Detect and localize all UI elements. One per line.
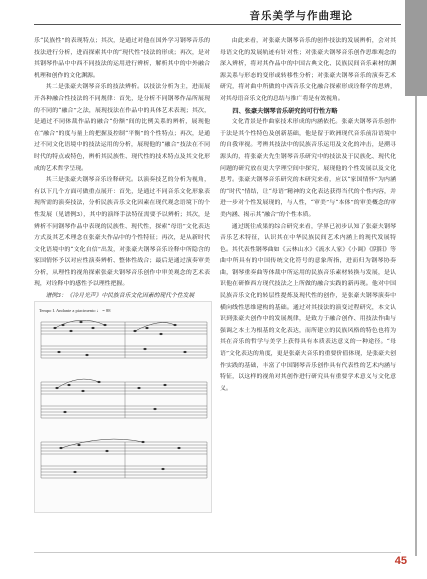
right-paragraph-2: 通过既往成果的综合研究来看，学界已初步认知了张豪夫钢琴音乐艺术特征，认识其在中华民族民间艺术内涵上的现代发展特色。其代表性钢琴曲如《云林山水》《流水人家》《小调》《阴阳》等曲中所具有的中国传统文化符号的意象所指，进而归为钢琴协奏曲，钢琴重奏曲等体裁中所运用的民族音乐素材转换与发展，是认识他在研修西方现代技法之上所做的融合实践的新再现。他对中国民族音乐文化的转层性提炼及现代性的创作，是张豪夫钢琴演奏中横向线性思维建构的基础。通过对其技法的演变过程研究，本文认识到张豪夫创作中的发展规律，是致力于融合创作、用技法作曲与强调之本土为根基的文化表达，而所建立的民族风格的特色也将为其在音乐的哲学与美学上获得具有本质表达意义的一种途径。“母语”文化表达的角度，更是张豪夫音乐的重要价值体现，是张豪夫创作实践的基础，丰富了中国钢琴音乐创作具有代表性的艺术内涵与特征，以这样的视角对其创作进行研究具有重要学术意义与文化意义。 (220, 223, 396, 392)
music-score-figure (34, 301, 212, 513)
left-paragraph-3: 其三是张豪夫钢琴音乐诠释研究。以演奏技艺的分析为视角，有以下几个方面可做重点展开：首先，是通过不同音乐文化形象表现所需的演奏技法，分析民族音乐文化因素在现代观念语境下的个性发展（见谱例3），其中的演绎手法特征需要予以辨析；其次，是辨析不同钢琴作品中表现的民族性、现代性，探索“母语”文化表达方式及其艺术理念在张豪夫作品中的个性特征；再次，是从新时代文化语境中的“文化自信”出发，对张豪夫钢琴音乐诠释中所隐含的家国情怀予以对应性演奏辨析、整体性战合；最后是通过演奏审美分析，从理性的视角探索张豪夫钢琴音乐创作中审美观念的艺术表现，对诠释中的感性予以理性把握。 (34, 177, 210, 288)
right-intro-paragraph: 由此来看，对张豪夫钢琴音乐的创作技法的发展辨析，会对其母语文化的发展轨迹有针对性；对张豪夫钢琴音乐创作思维观念的深入辨析，将对其作品中的中国古典文化、民族民间音乐素材的渊源关系与形态的变形或转移性分析；对张豪夫钢琴音乐的演奏艺术研究，将对曲中所做的中西音乐文化融合探索形成诠释学的思辨，对其母语音乐文化的总结与推广将是有效视角。 (220, 38, 396, 102)
right-column (220, 36, 396, 395)
section-heading: 四、张豪夫钢琴音乐研究的可行性方略 (232, 107, 338, 115)
header-rule (34, 24, 401, 25)
figure-caption: 谱例3：《冷月光声》中民族音乐文化因素的现代个性发展 (45, 293, 195, 300)
left-paragraph-1: 乐“民族性”的表现特点；其次，是通过对他在国外学习钢琴音乐的技法进行分析，进而探索其中的“现代性”技法的形成；再次，是对其钢琴作品中中西不同技法的运用进行辨析，解析其中的中外融合机理和创作的文化渊源。 (34, 38, 210, 79)
left-paragraph-2: 其二是张豪夫钢琴音乐的技法辨析。以技法分析为主，进而展开各种融合性技法的不同规律：首先，是分析不同钢琴作品所展现的不同的“融合”之法，展现技法在作品中的具体艺术表现；其次，是通过不同体裁作品的融合“份额”间的比例关系的辨析，展现他在“融合”的度与量上的把握及控制“平衡”的个性特点；再次，是通过不同文化语境中的技法运用的分析，展现他的“融合”技法在不同时代的特点或特色，辨析其民族性、现代性的技术特点及其文化形成的艺术哲学呈现。 (34, 84, 210, 172)
page-number: 45 (394, 555, 407, 567)
left-column (34, 36, 210, 513)
sidebar-tab (405, 0, 427, 96)
score-staves-graphic (35, 312, 211, 512)
right-paragraph-1: 文化背景是作曲家技术形成的内涵依托。张豪夫钢琴音乐创作于法是其个性特色及创新基础，他是留于欧洲现代音乐前沿语境中的自我审视。考辨其技法中的民族音乐运用及文化的冲击，是溯寻源头的，将张豪夫先生钢琴音乐研究中的技法及于民族化、现代化问题的研究放在更大学理空间中探究，展现他的个性发展以及文化思考。张豪夫钢琴音乐研究的本研究来看，应以“家国情怀”为内涵的“时代”情结，让“母语”精神的文化表达获得当代的个性内容，并进一步对个性发展现的，与人性，“审美”与“本体”的审美概念的审美内涵、揭示其“融合”的个性本质。 (220, 119, 396, 218)
footer-rule (34, 552, 401, 553)
sidebar-stripe (415, 96, 417, 556)
score-tempo-marking: Tempo I. Andante a piacimento ♩ = 88 (39, 308, 111, 314)
running-header-title: 音乐美学与作曲理论 (249, 10, 353, 22)
